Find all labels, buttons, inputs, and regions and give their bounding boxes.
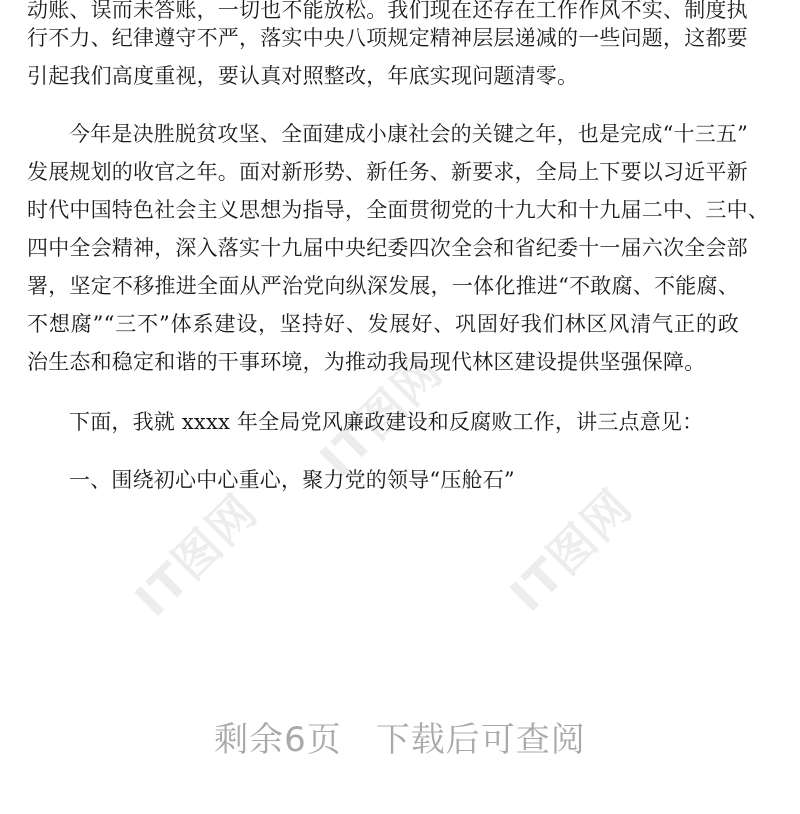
paragraph-line: 下面，我就 xxxx 年全局党风廉政建设和反腐败工作，讲三点意见： [69, 410, 704, 434]
paragraph-line: 动账、误而未答账，一切也不能放松。我们现在还存在工作作风不实、制度执 [27, 0, 748, 22]
paragraph-line: 时代中国特色社会主义思想为指导，全面贯彻党的十九大和十九届二中、三中、 [27, 198, 769, 222]
paragraph-line: 不想腐”“三不”体系建设，坚持好、发展好、巩固好我们林区风清气正的政 [27, 312, 739, 336]
download-to-view-text: 下载后可查阅 [375, 720, 586, 760]
paragraph-line: 发展规划的收官之年。面对新形势、新任务、新要求，全局上下要以习近平新 [27, 160, 748, 184]
watermark: IT图网 [309, 343, 453, 487]
paragraph-line: 行不力、纪律遵守不严，落实中央八项规定精神层层递减的一些问题，这都要 [27, 26, 748, 50]
paragraph-line: 署，坚定不移推进全面从严治党向纵深发展，一体化推进“不敢腐、不能腐、 [27, 274, 739, 298]
section-heading: 一、围绕初心中心重心，聚力党的领导“压舱石” [69, 468, 515, 492]
paragraph-line: 今年是决胜脱贫攻坚、全面建成小康社会的关键之年，也是完成“十三五” [69, 122, 749, 146]
remaining-pages-notice[interactable] [0, 712, 800, 761]
paragraph-line: 治生态和稳定和谐的干事环境，为推动我局现代林区建设提供坚强保障。 [27, 350, 706, 374]
watermark: IT图网 [124, 483, 268, 627]
watermark: IT图网 [499, 478, 643, 622]
paragraph-line: 四中全会精神，深入落实十九届中央纪委四次全会和省纪委十一届六次全会部 [27, 236, 748, 260]
paragraph-line: 引起我们高度重视，要认真对照整改，年底实现问题清零。 [27, 64, 579, 88]
remaining-pages-text: 剩余6页 [214, 720, 342, 760]
